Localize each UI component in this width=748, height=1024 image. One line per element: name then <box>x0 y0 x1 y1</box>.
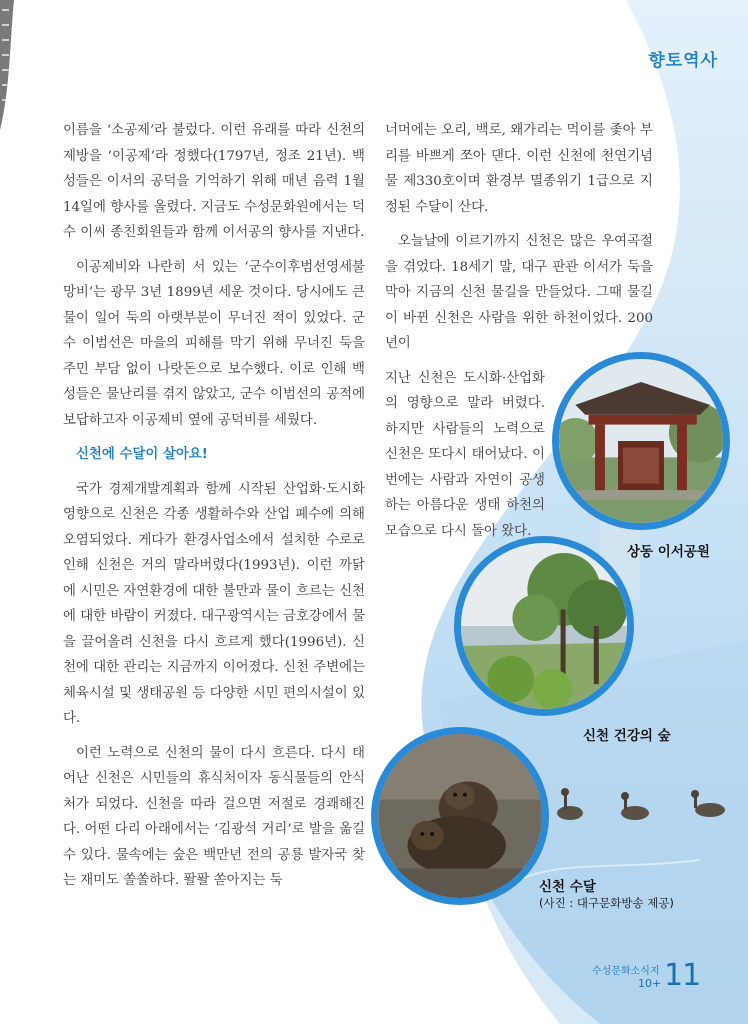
body-paragraph: 이런 노력으로 신천의 물이 다시 흐른다. 다시 태어난 신천은 시민들의 휴식처이자 동식물들의 안식처가 되었다. 신천을 따라 걸으면 저절로 경쾌해진다. 어떤 다리 아래에서는 ‘김광석 거리’로 발을 옮길 수 있다. 물속에는 숲은 백만년 전의 공룡 발자국 찾는 재미도 쏠쏠하다. 퐐퐐 쏟아지는 둑 <box>63 745 365 888</box>
photo-otters <box>371 727 549 905</box>
body-paragraph: 국가 경제개발계획과 함께 시작된 산업화·도시화 영향으로 신천은 각종 생활하수와 산업 폐수에 의해 오염되었다. 게다가 환경사업소에서 설치한 수로로 인해 신천은 거의 말라버렸다(1993년). 이런 까닭에 시민은 자연환경에 대한 불만과 물이 흐르는 신천에 대한 바람이 커졌다. 대구광역시는 금호강에서 물을 끌어올려 신천을 다시 흐르게 했다(1996년). 신천에 대한 관리는 지금까지 이어졌다. 신천 주변에는 체육시설 및 생태공원 등 다양한 시민 편의시설이 있다. <box>63 481 365 726</box>
issue-number: 10+ <box>638 977 662 990</box>
photo-forest <box>454 536 634 716</box>
body-paragraph: 이공제비와 나란히 서 있는 ‘군수이후범선영세불망비’는 광무 3년 1899년 세운 것이다. 당시에도 큰물이 일어 둑의 아랫부분이 무너진 적이 있었다. 군수 이범선은 마을의 피해를 막기 위해 무너진 둑을 주민 부담 없이 나랏돈으로 보수했다. 이로 인해 백성들은 물난리를 겪지 않았고, 군수 이범선의 공적에 보답하고자 이공제비 옆에 공덕비를 세웠다. <box>63 259 365 428</box>
ducks-illustration <box>555 778 735 828</box>
page-number: 11 <box>664 958 701 993</box>
photo-caption: 신천 건강의 숲 <box>583 728 671 744</box>
photo-caption: 신천 수달 <box>539 879 596 895</box>
body-paragraph: 너머에는 오리, 백로, 왜가리는 먹이를 좇아 부리를 바쁘게 쪼아 댄다. 이런 신천에 천연기념물 제330호이며 환경부 멸종위기 1급으로 지정된 수달이 산다. <box>385 123 653 215</box>
binding-edge <box>0 0 14 130</box>
body-paragraph: 이름을 ‘소공제’라 불렀다. 이런 유래를 따라 신천의 제방을 ‘이공제’라 정했다(1797년, 정조 21년). 백성들은 이서의 공덕을 기억하기 위해 매년 음력 1월 14일에 향사를 올렸다. 지금도 수성문화원에서는 덕수 이씨 종친회원들과 함께 이서공의 향사를 지낸다. <box>63 123 365 240</box>
photo-pavilion <box>552 352 730 530</box>
photo-credit: (사진 : 대구문화방송 제공) <box>539 896 674 910</box>
subheading: 신천에 수달이 살아요! <box>76 447 208 462</box>
body-paragraph: 오늘날에 이르기까지 신천은 많은 우여곡절을 겪었다. 18세기 말, 대구 판관 이서가 둑을 막아 지금의 신천 물길을 만들었다. 그때 물길이 바뀐 신천은 사람을 위한 하천이었다. 200년이 <box>385 234 653 351</box>
section-title: 향토역사 <box>648 51 718 71</box>
magazine-name: 수성문화소식지 <box>592 966 660 977</box>
left-column <box>63 118 365 903</box>
photo-caption: 상동 이서공원 <box>627 544 710 560</box>
body-paragraph: 지난 신천은 도시화·산업화의 영향으로 말라 버렸다. 하지만 사람들의 노력으로 신천은 또다시 태어났다. 이번에는 사람과 자연이 공생하는 아름다운 생태 하천의 모습으로 다시 돌아 왔다. <box>385 370 545 539</box>
